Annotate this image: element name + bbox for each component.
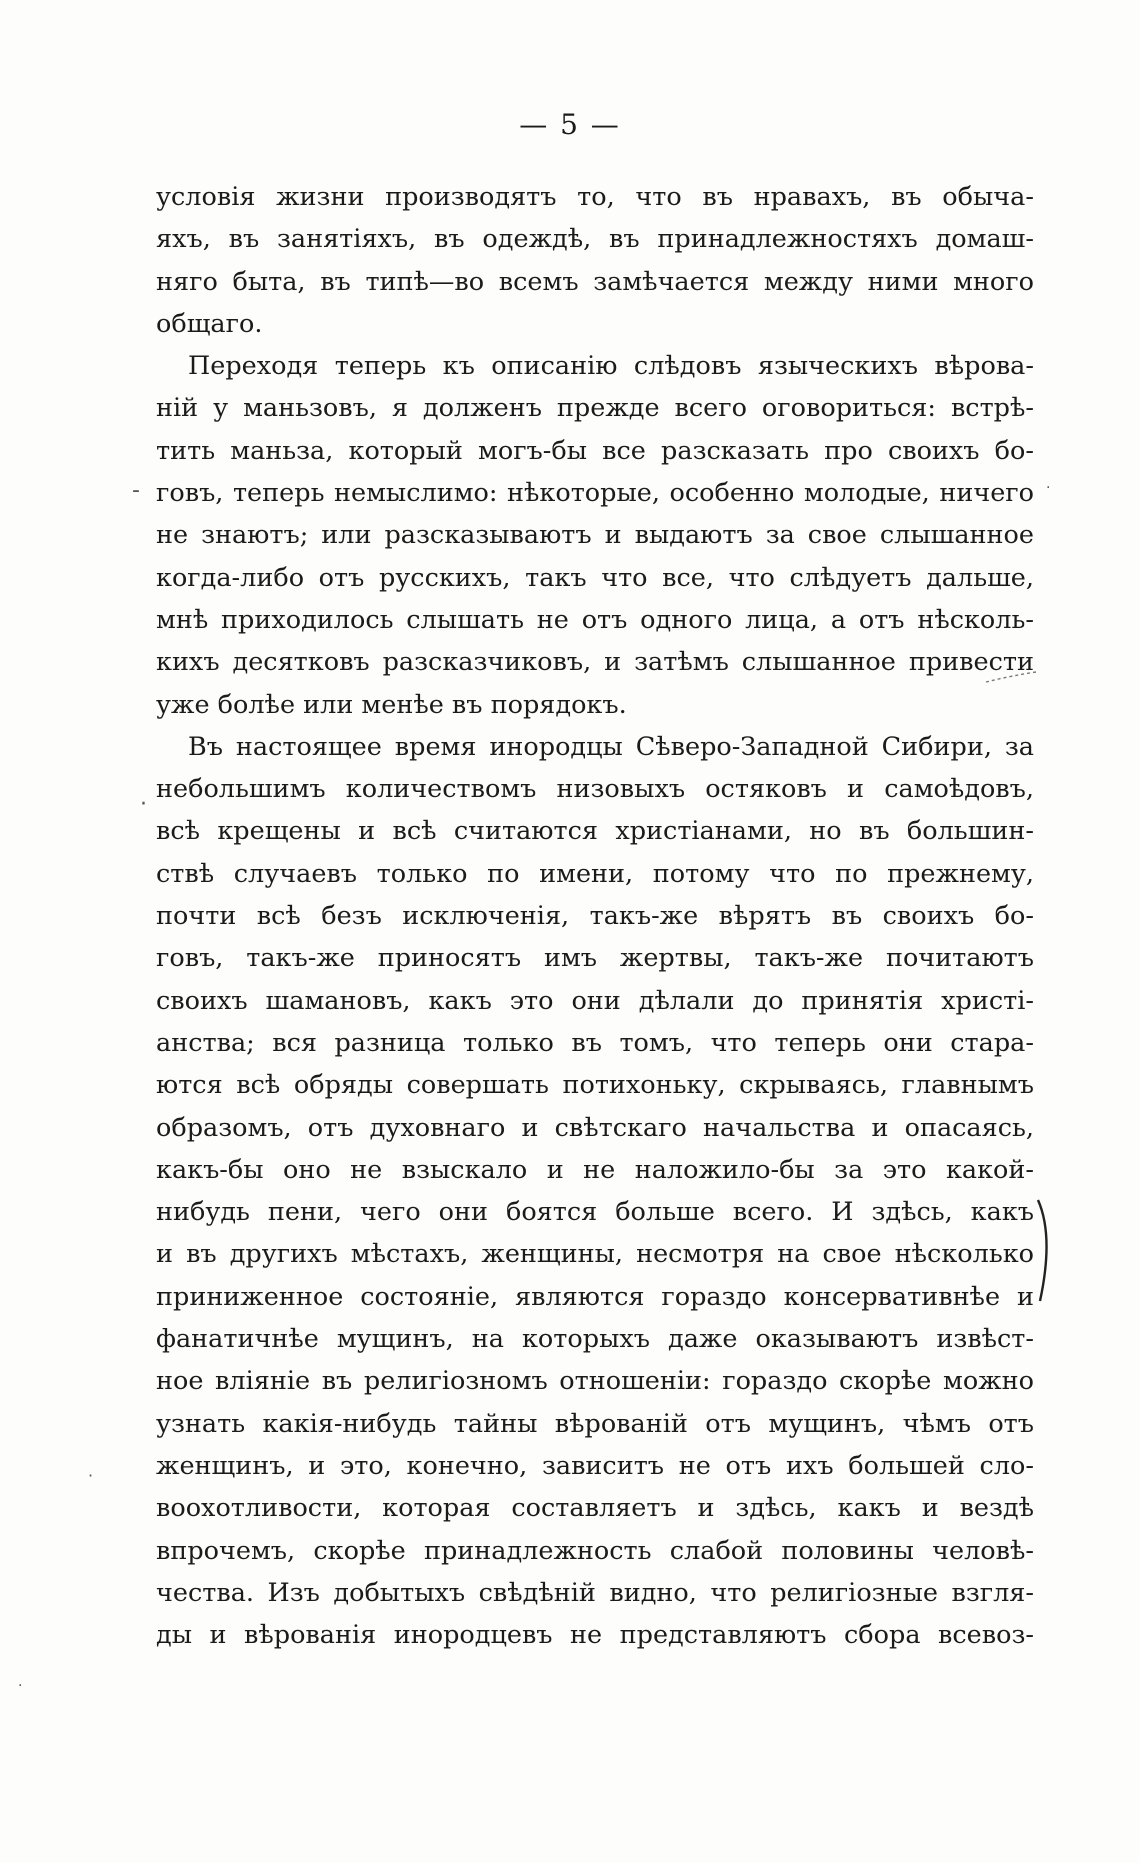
text-line: узнать какія-нибудь тайны вѣрованій отъ мущинъ, чѣмъ отъ <box>156 1408 1034 1439</box>
text-line: приниженное состояніе, являются гораздо консервативнѣе и <box>156 1281 1034 1312</box>
text-line: тить маньза, который могъ-бы все разсказать про своихъ бо- <box>156 435 1034 466</box>
text-line: образомъ, отъ духовнаго и свѣтскаго начальства и опасаясь, <box>156 1112 1034 1143</box>
text-line: кихъ десятковъ разсказчиковъ, и затѣмъ слышанное привести <box>156 647 1034 678</box>
margin-dot-mark: · <box>1046 480 1051 496</box>
text-line: ное вліяніе въ религіозномъ отношеніи: гораздо скорѣе можно <box>156 1366 1034 1397</box>
text-line: Въ настоящее время инородцы Сѣверо-Западной Сибири, за <box>188 731 1034 762</box>
text-line: своихъ шамановъ, какъ это они дѣлали до принятія христі- <box>156 985 1034 1016</box>
body-text <box>156 176 1034 1656</box>
text-line: говъ, такъ-же приносятъ имъ жертвы, такъ-же почитаютъ <box>156 943 1034 974</box>
margin-dot-mark: · <box>88 1466 94 1485</box>
pencil-bracket-mark <box>1030 1196 1060 1306</box>
text-line: яхъ, въ занятіяхъ, въ одеждѣ, въ принадлежностяхъ домаш- <box>156 224 1034 255</box>
margin-dash-mark: - <box>132 478 140 503</box>
text-line: фанатичнѣе мущинъ, на которыхъ даже оказываютъ извѣст- <box>156 1324 1034 1355</box>
text-line: условія жизни производятъ то, что въ нравахъ, въ обыча- <box>156 182 1034 212</box>
text-line: Переходя теперь къ описанію слѣдовъ языческихъ вѣрова- <box>188 351 1034 382</box>
text-line: и въ другихъ мѣстахъ, женщины, несмотря на свое нѣсколько <box>156 1239 1034 1270</box>
text-line: всѣ крещены и всѣ считаются христіанами, но въ большин- <box>156 816 1034 847</box>
text-line: впрочемъ, скорѣе принадлежность слабой половины человѣ- <box>156 1535 1034 1566</box>
text-line: няго быта, въ типѣ—во всемъ замѣчается между ними много <box>156 266 1034 297</box>
text-line: небольшимъ количествомъ низовыхъ остяковъ и самоѣдовъ, <box>156 774 1034 805</box>
text-line: женщинъ, и это, конечно, зависитъ не отъ ихъ большей сло- <box>156 1450 1034 1481</box>
page-number: — 5 — <box>519 108 621 141</box>
text-line: анства; вся разница только въ томъ, что теперь они стара- <box>156 1027 1034 1058</box>
text-line: почти всѣ безъ исключенія, такъ-же вѣрятъ въ своихъ бо- <box>156 901 1034 932</box>
text-line: когда-либо отъ русскихъ, такъ что все, что слѣдуетъ дальше, <box>156 562 1034 593</box>
text-line: не знаютъ; или разсказываютъ и выдаютъ за свое слышанное <box>156 520 1034 551</box>
text-line: воохотливости, которая составляетъ и здѣсь, какъ и вездѣ <box>156 1493 1034 1524</box>
text-line: уже болѣе или менѣе въ порядокъ. <box>156 689 627 720</box>
text-line: чества. Изъ добытыхъ свѣдѣній видно, что религіозные взгля- <box>156 1577 1034 1608</box>
text-line: нибудь пени, чего они боятся больше всего. И здѣсь, какъ <box>156 1197 1034 1228</box>
pencil-tick-mark <box>984 670 1044 690</box>
text-line: ній у маньзовъ, я долженъ прежде всего оговориться: встрѣ- <box>156 393 1034 424</box>
text-line: какъ-бы оно не взыскало и не наложило-бы за это какой- <box>156 1154 1034 1185</box>
text-line: мнѣ приходилось слышать не отъ одного лица, а отъ нѣсколь- <box>156 604 1034 635</box>
text-line: говъ, теперь немыслимо: нѣкоторые, особенно молодые, ничего <box>156 478 1034 509</box>
margin-dot-mark: · <box>18 1678 23 1694</box>
text-line: общаго. <box>156 308 263 339</box>
text-line: ются всѣ обряды совершать потихоньку, скрываясь, главнымъ <box>156 1070 1034 1101</box>
text-line: ствѣ случаевъ только по имени, потому что по прежнему, <box>156 858 1034 889</box>
margin-dot-mark: · <box>140 792 147 817</box>
text-line: ды и вѣрованія инородцевъ не представляютъ сбора всевоз- <box>156 1620 1034 1651</box>
